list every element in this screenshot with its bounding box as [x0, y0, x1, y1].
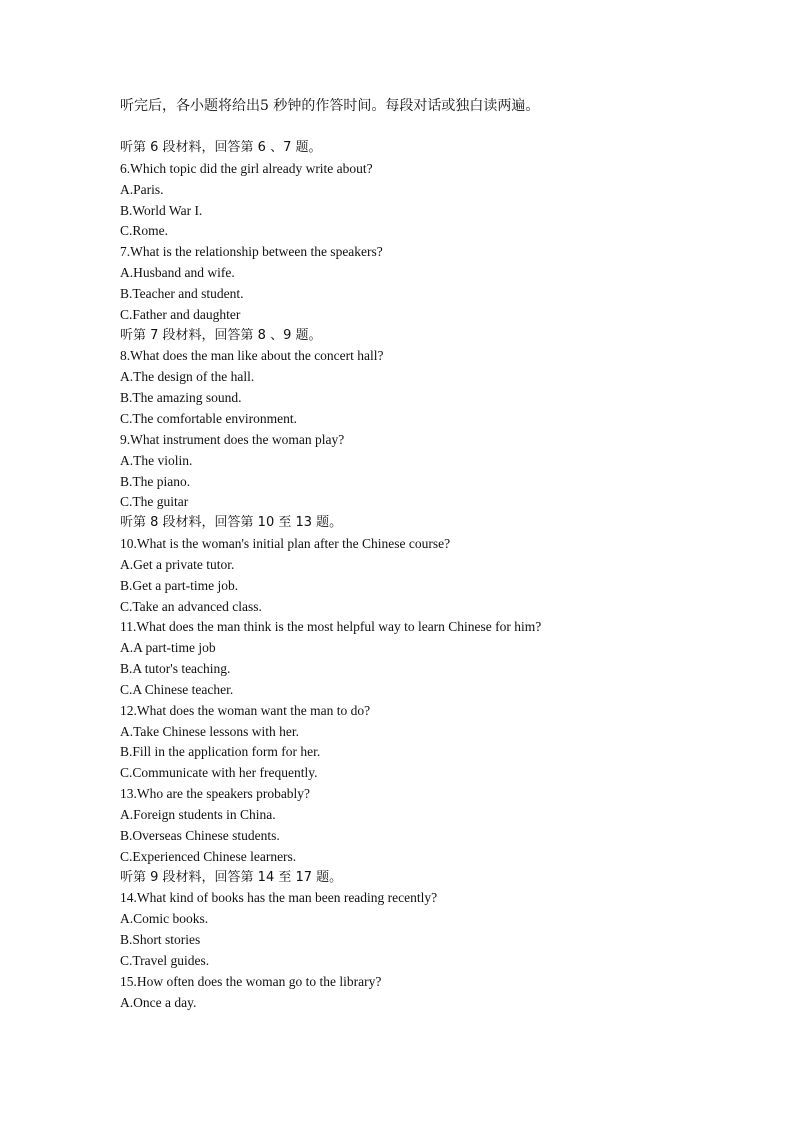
- answer-option: C.A Chinese teacher.: [120, 681, 234, 697]
- answer-option: A.Comic books.: [120, 911, 209, 927]
- question-text: 9.What instrument does the woman play?: [120, 431, 345, 447]
- answer-option: C.Take an advanced class.: [120, 598, 262, 614]
- answer-option: A.Husband and wife.: [120, 265, 235, 281]
- answer-option: C.Father and daughter: [120, 306, 241, 322]
- section-heading: 听第 9 段材料，回答第 14 至 17 题。: [120, 869, 343, 885]
- answer-option: B.Get a part-time job.: [120, 577, 239, 593]
- answer-option: A.The violin.: [120, 452, 193, 468]
- answer-option: C.Communicate with her frequently.: [120, 765, 318, 781]
- answer-option: B.Fill in the application form for her.: [120, 744, 321, 760]
- answer-option: B.A tutor's teaching.: [120, 661, 231, 677]
- answer-option: A.A part-time job: [120, 640, 216, 656]
- answer-option: B.Teacher and student.: [120, 285, 244, 301]
- section-heading: 听第 7 段材料，回答第 8 、9 题。: [120, 327, 322, 343]
- answer-option: C.The comfortable environment.: [120, 410, 297, 426]
- answer-option: B.The piano.: [120, 473, 191, 489]
- answer-option: A.Paris.: [120, 181, 164, 197]
- instructions-text: 听完后，各小题将给出5 秒钟的作答时间。每段对话或独白读两遍。: [120, 98, 540, 114]
- question-list: [120, 138, 740, 1013]
- section-heading: 听第 8 段材料，回答第 10 至 13 题。: [120, 515, 343, 531]
- answer-option: B.Overseas Chinese students.: [120, 827, 280, 843]
- answer-option: B.World War I.: [120, 202, 203, 218]
- answer-option: C.The guitar: [120, 494, 189, 510]
- answer-option: B.The amazing sound.: [120, 390, 242, 406]
- answer-option: B.Short stories: [120, 932, 201, 948]
- question-text: 10.What is the woman's initial plan after the Chinese course?: [120, 536, 451, 552]
- section-heading: 听第 6 段材料，回答第 6 、7 题。: [120, 140, 322, 155]
- question-text: 11.What does the man think is the most helpful way to learn Chinese for him?: [120, 619, 542, 635]
- question-text: 7.What is the relationship between the speakers?: [120, 244, 383, 260]
- question-text: 14.What kind of books has the man been reading recently?: [120, 890, 438, 906]
- answer-option: A.Get a private tutor.: [120, 556, 235, 572]
- answer-option: A.Foreign students in China.: [120, 807, 276, 822]
- answer-option: A.Take Chinese lessons with her.: [120, 723, 300, 739]
- question-text: 13.Who are the speakers probably?: [120, 786, 311, 802]
- question-text: 8.What does the man like about the concert hall?: [120, 348, 384, 364]
- question-text: 12.What does the woman want the man to do?: [120, 702, 371, 718]
- question-text: 6.Which topic did the girl already write about?: [120, 160, 373, 176]
- question-text: 15.How often does the woman go to the library?: [120, 973, 382, 989]
- answer-option: A.The design of the hall.: [120, 369, 255, 385]
- answer-option: C.Travel guides.: [120, 952, 210, 968]
- answer-option: C.Experienced Chinese learners.: [120, 848, 297, 864]
- answer-option: C.Rome.: [120, 223, 169, 239]
- answer-option: A.Once a day.: [120, 994, 197, 1010]
